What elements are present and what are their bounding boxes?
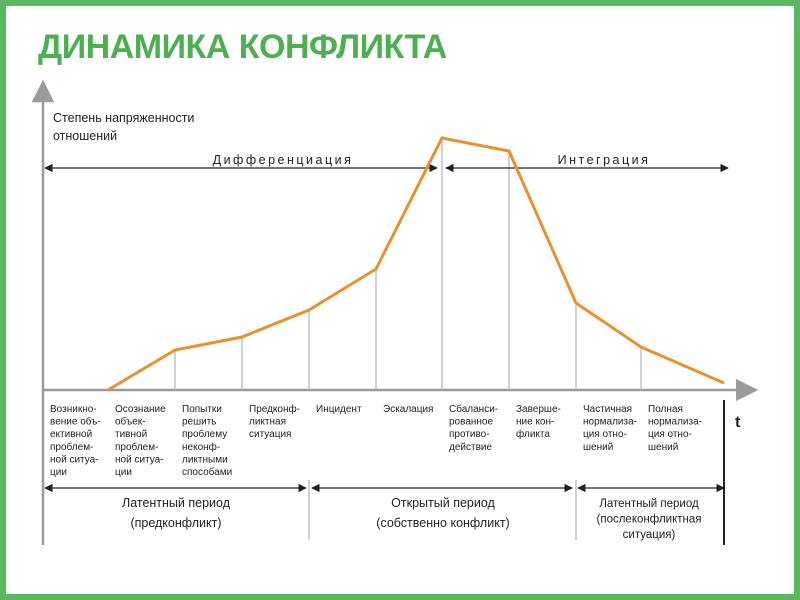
stage-label-line: противо- <box>449 429 490 441</box>
stage-label-line: неконф- <box>182 441 221 453</box>
period-label-line: Латентный период <box>121 496 231 510</box>
stage-label <box>115 404 166 478</box>
stage-label-line: проблем- <box>50 441 94 453</box>
stage-label <box>50 404 101 478</box>
stage-label-line: решить <box>182 416 217 428</box>
stage-label-line: ликтными <box>182 454 228 466</box>
stage-label-line: вение объ- <box>50 416 101 428</box>
stage-label-line: проблем- <box>115 441 159 453</box>
period-labels <box>122 496 701 541</box>
stage-labels <box>50 403 702 478</box>
stage-label-line: Полная <box>648 404 683 415</box>
y-axis-label-line: отношений <box>53 129 118 143</box>
stage-label-line: шений <box>583 441 614 453</box>
stage-label-line: ция отно- <box>583 429 627 441</box>
stage-label-line: ние кон- <box>516 416 555 428</box>
stage-label-line: фликта <box>516 429 550 441</box>
stage-label-line: Осознание <box>115 404 166 415</box>
stage-label-line: шений <box>648 441 679 453</box>
stage-label-line: ной ситуа- <box>115 454 164 466</box>
y-axis-label <box>53 111 198 143</box>
period-label-line: Открытый период <box>391 496 495 510</box>
stage-label-line: действие <box>449 441 493 453</box>
period-label-line: (собственно конфликт) <box>376 516 510 530</box>
stage-label-line: нормализа- <box>648 416 702 428</box>
stage-label <box>648 404 702 453</box>
stage-label <box>182 404 232 478</box>
x-axis-label-t: t <box>735 414 741 431</box>
stage-label-line: тивной <box>115 429 148 441</box>
period-label-line: (предконфликт) <box>130 516 222 530</box>
stage-label <box>516 404 561 440</box>
stage-label-line: ной ситуа- <box>50 454 99 466</box>
period-label-line: (послеконфликтная <box>596 513 702 526</box>
stage-label-line: способами <box>182 467 233 478</box>
stage-label-line: рованное <box>449 416 494 428</box>
period-label-line: ситуация) <box>622 529 676 541</box>
stage-label-line: Попытки <box>182 404 222 415</box>
tension-curve <box>108 138 724 390</box>
stage-label <box>449 403 498 453</box>
slide-title: ДИНАМИКА КОНФЛИКТА <box>38 28 447 66</box>
period-label <box>376 496 509 530</box>
stage-label <box>316 404 362 415</box>
stage-label-line: Эскалация <box>383 404 434 415</box>
y-axis-label-line: Степень напряженности <box>53 111 195 125</box>
stage-label-line: Сбаланси- <box>449 404 499 415</box>
differentiation-label: Дифференциация <box>212 153 354 167</box>
stage-label-line: объек- <box>115 416 146 428</box>
stage-label-line: Предконф- <box>249 404 301 415</box>
stage-label <box>383 404 433 415</box>
stage-label-line: нормализа- <box>583 416 637 428</box>
stage-label-line: проблему <box>182 429 228 441</box>
stage-label-line: ективной <box>50 429 93 441</box>
stage-label-line: ликтная <box>249 416 286 428</box>
stage-label-line: ции <box>115 467 132 478</box>
period-label-line: Латентный период <box>599 498 699 510</box>
stage-label-line: ция отно- <box>648 429 692 441</box>
stage-label-line: Инцидент <box>316 404 362 415</box>
integration-label: Интеграция <box>557 153 651 167</box>
period-label <box>597 498 702 541</box>
stage-label-line: Заверше- <box>516 404 561 415</box>
stage-label <box>249 403 300 440</box>
stage-label-line: ситуация <box>249 429 292 441</box>
stage-label-line: Возникно- <box>50 404 97 415</box>
stage-label-line: Частичная <box>583 404 633 415</box>
stage-label-line: ции <box>50 467 67 478</box>
period-label <box>122 496 231 530</box>
stage-label <box>583 404 637 453</box>
